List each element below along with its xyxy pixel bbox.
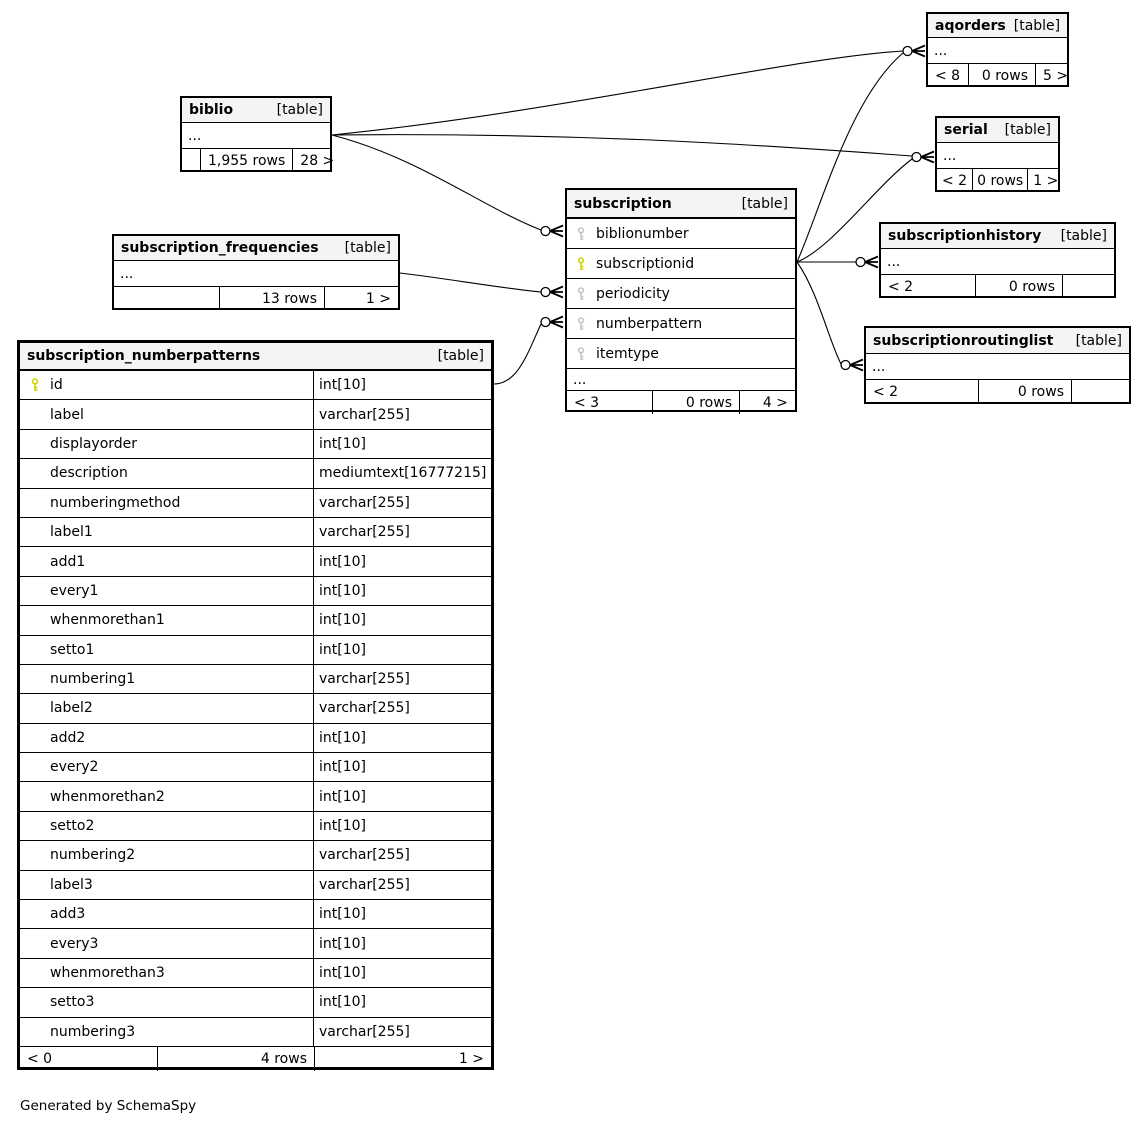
column-name: setto1: [50, 641, 95, 658]
footer-parents: < 2: [942, 172, 968, 189]
table-name: subscriptionhistory: [888, 228, 1042, 244]
field-row-numberpattern: [567, 308, 795, 338]
table-subscription-numberpatterns[interactable]: [17, 340, 494, 1070]
footer-rowcount: 0 rows: [652, 391, 739, 414]
column-type: mediumtext[16777215]: [319, 465, 487, 482]
column-row: [20, 605, 491, 634]
column-row: [20, 1017, 491, 1046]
primary-key-icon: [30, 378, 41, 392]
column-type: int[10]: [319, 906, 366, 923]
field-row-subscriptionid: [567, 248, 795, 278]
table-tag: [table]: [276, 102, 323, 118]
edge-subscription-routinglist: [797, 262, 841, 364]
column-name: label1: [50, 524, 93, 541]
crow-foot-marker-subscriptionroutinglist: [841, 360, 863, 371]
column-row: [20, 928, 491, 957]
footer-rowcount: 13 rows: [219, 287, 324, 310]
table-footer: [928, 63, 1067, 87]
column-name: whenmorethan2: [50, 788, 165, 805]
footer-parents: < 8: [935, 67, 961, 84]
field-name: periodicity: [596, 285, 670, 302]
column-row: [20, 399, 491, 428]
crow-foot-marker-subscription-periodicity: [541, 287, 563, 298]
footer-children: 1 >: [324, 287, 398, 310]
table-subscriptionhistory[interactable]: [879, 222, 1116, 298]
footer-children: 1 >: [1027, 169, 1063, 192]
column-type: varchar[255]: [319, 671, 410, 688]
field-row-biblionumber: [567, 218, 795, 248]
collapsed-columns-row: ...: [934, 42, 948, 59]
edge-biblio-serial: [332, 135, 912, 156]
indexed-key-icon: [576, 287, 587, 301]
table-subscription[interactable]: [565, 188, 797, 412]
edge-biblio-subscription: [332, 135, 541, 230]
crow-foot-marker-serial: [912, 152, 934, 163]
field-name: biblionumber: [596, 225, 689, 242]
column-type: varchar[255]: [319, 876, 410, 893]
table-name: serial: [944, 122, 988, 138]
table-subscriptionhistory-header[interactable]: [881, 224, 1114, 249]
column-name: numberingmethod: [50, 494, 181, 511]
table-aqorders-header[interactable]: [928, 14, 1067, 38]
table-tag: [table]: [1060, 228, 1107, 244]
table-name: aqorders: [935, 17, 1006, 34]
column-type: int[10]: [319, 965, 366, 981]
column-type: int[10]: [319, 788, 366, 805]
column-name: displayorder: [50, 435, 138, 452]
indexed-key-icon: [576, 227, 587, 241]
column-name: label3: [50, 876, 93, 893]
footer-parents: [182, 149, 200, 172]
table-serial[interactable]: [935, 116, 1060, 192]
table-tag: [table]: [437, 348, 484, 364]
footer-children: 1 >: [314, 1047, 491, 1071]
column-row: [20, 664, 491, 693]
table-aqorders[interactable]: [926, 12, 1069, 87]
footer-parents: [114, 287, 219, 310]
table-biblio[interactable]: [180, 96, 335, 172]
table-subscriptionroutinglist-header[interactable]: [866, 328, 1129, 354]
edge-frequencies-subscription: [400, 273, 541, 292]
column-row: [20, 811, 491, 840]
column-type: int[10]: [319, 582, 366, 599]
edge-biblio-aqorders: [332, 51, 903, 135]
table-name: subscription_frequencies: [121, 240, 319, 256]
column-row: [20, 576, 491, 605]
column-type: int[10]: [319, 994, 366, 1011]
column-row: [20, 840, 491, 869]
column-name: label: [50, 406, 84, 423]
column-row: [20, 517, 491, 546]
column-type: int[10]: [319, 612, 366, 629]
collapsed-columns-row: ...: [120, 265, 134, 282]
table-subscription-frequencies[interactable]: [112, 234, 400, 310]
column-type: varchar[255]: [319, 406, 410, 423]
column-row: [20, 781, 491, 810]
column-type: varchar[255]: [319, 524, 410, 541]
field-name: itemtype: [596, 345, 659, 362]
indexed-key-icon: [576, 347, 587, 361]
column-type: int[10]: [319, 435, 366, 452]
column-row: [20, 546, 491, 575]
column-name: numbering1: [50, 671, 136, 688]
column-name: description: [50, 465, 128, 482]
column-name: setto2: [50, 818, 95, 835]
column-row: [20, 987, 491, 1016]
table-tag: [table]: [344, 240, 391, 256]
column-row: [20, 958, 491, 987]
footer-children: 4 >: [739, 391, 795, 414]
column-type: varchar[255]: [319, 700, 410, 717]
column-type: varchar[255]: [319, 494, 410, 511]
footer-parents: < 0: [27, 1050, 53, 1067]
collapsed-columns-row: ...: [188, 127, 202, 144]
footer-rowcount: 4 rows: [157, 1047, 314, 1071]
column-type: int[10]: [319, 759, 366, 776]
table-footer: [567, 390, 795, 414]
footer-parents: < 3: [574, 394, 600, 411]
column-type: int[10]: [319, 553, 366, 570]
column-row: [20, 458, 491, 487]
column-name: every3: [50, 935, 99, 952]
footer-rowcount: 0 rows: [972, 169, 1027, 192]
footer-children: [1062, 275, 1114, 298]
column-row: [20, 899, 491, 928]
column-row: [20, 488, 491, 517]
column-name: id: [50, 377, 63, 394]
column-type: int[10]: [319, 729, 366, 746]
column-name: add3: [50, 906, 86, 923]
table-biblio-header[interactable]: [182, 98, 330, 123]
field-row-itemtype: [567, 338, 795, 368]
column-row: [20, 752, 491, 781]
indexed-key-icon: [576, 317, 587, 331]
column-name: add2: [50, 729, 86, 746]
table-tag: [table]: [1075, 332, 1122, 349]
table-footer: [20, 1046, 491, 1071]
column-name: every2: [50, 759, 99, 776]
column-type: int[10]: [319, 641, 366, 658]
column-name: numbering3: [50, 1023, 136, 1040]
primary-key-icon: [576, 257, 587, 271]
column-type: int[10]: [319, 818, 366, 835]
crow-foot-marker-subscription-biblionumber: [541, 226, 563, 237]
table-subscription-frequencies-header[interactable]: [114, 236, 398, 261]
table-tag: [table]: [741, 195, 788, 212]
table-tag: [table]: [1004, 122, 1051, 138]
table-name: subscription: [574, 195, 672, 212]
field-row-periodicity: [567, 278, 795, 308]
column-name: setto3: [50, 994, 95, 1011]
collapsed-columns-row: ...: [943, 147, 957, 164]
column-type: varchar[255]: [319, 1023, 410, 1040]
table-subscription-header[interactable]: [567, 190, 795, 218]
table-footer: [866, 379, 1129, 404]
table-tag: [table]: [1013, 17, 1061, 34]
column-row-id: [20, 370, 491, 399]
footer-children: 5 >: [1035, 64, 1075, 87]
generated-by-credit: Generated by SchemaSpy: [20, 1098, 197, 1114]
footer-children: 28 >: [292, 149, 341, 172]
column-name: add1: [50, 553, 86, 570]
crow-foot-marker-subscriptionhistory: [856, 257, 878, 268]
column-row: [20, 723, 491, 752]
column-row: [20, 693, 491, 722]
column-type: int[10]: [319, 935, 366, 952]
column-row: [20, 870, 491, 899]
column-type: varchar[255]: [319, 847, 410, 864]
table-name: subscription_numberpatterns: [27, 348, 261, 364]
footer-rowcount: 0 rows: [978, 380, 1071, 404]
column-name: label2: [50, 700, 93, 717]
table-footer: [182, 148, 335, 172]
column-type: int[10]: [319, 377, 366, 394]
collapsed-columns-row: ...: [887, 253, 901, 270]
footer-rowcount: 0 rows: [968, 64, 1035, 87]
table-footer: [937, 168, 1058, 192]
table-serial-header[interactable]: [937, 118, 1058, 143]
table-subscription-numberpatterns-header[interactable]: [20, 343, 491, 370]
footer-children: [1071, 380, 1129, 404]
column-row: [20, 429, 491, 458]
column-name: whenmorethan1: [50, 612, 165, 629]
field-name: subscriptionid: [596, 255, 695, 272]
crow-foot-marker-aqorders: [903, 46, 925, 57]
field-name: numberpattern: [596, 315, 703, 332]
collapsed-columns-row: ...: [872, 358, 886, 375]
footer-parents: < 2: [873, 384, 899, 400]
table-footer: [881, 274, 1114, 298]
table-subscriptionroutinglist[interactable]: [864, 326, 1131, 404]
column-name: whenmorethan3: [50, 965, 165, 981]
collapsed-columns-row: ...: [567, 368, 795, 390]
column-row: [20, 635, 491, 664]
table-name: biblio: [189, 102, 234, 118]
footer-rowcount: 1,955 rows: [200, 149, 292, 172]
crow-foot-marker-subscription-numberpattern: [541, 317, 563, 328]
footer-rowcount: 0 rows: [975, 275, 1062, 298]
column-name: numbering2: [50, 847, 136, 864]
column-name: every1: [50, 582, 99, 599]
table-name: subscriptionroutinglist: [873, 332, 1054, 349]
table-footer: [114, 286, 398, 310]
footer-parents: < 2: [888, 278, 914, 295]
edge-numberpatterns-subscription: [494, 324, 541, 384]
